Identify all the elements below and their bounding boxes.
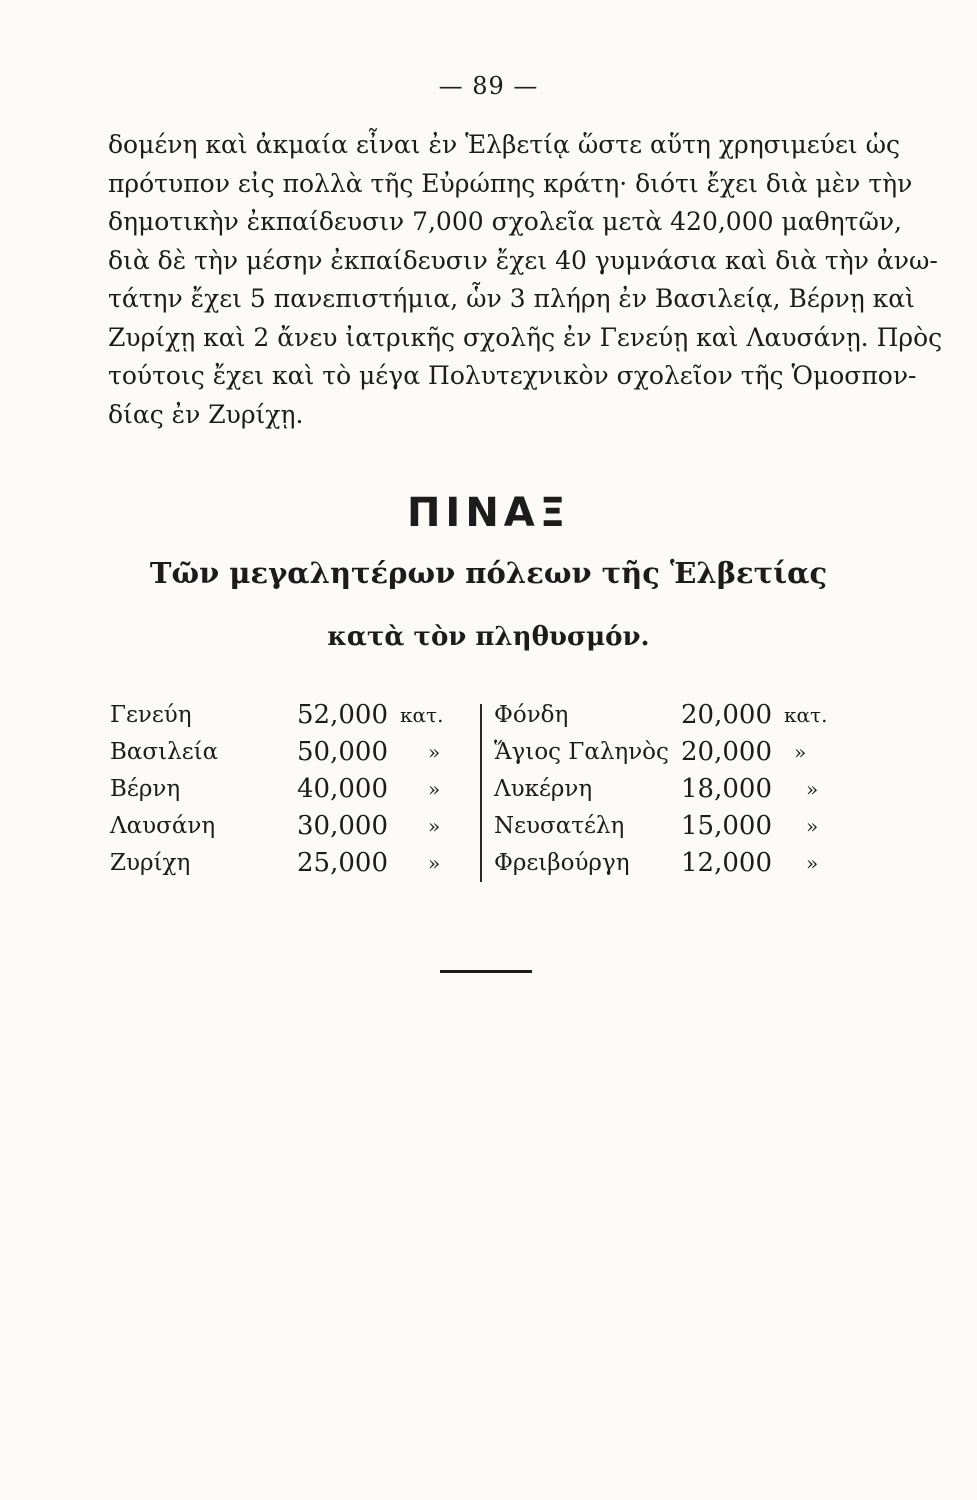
city-name: Λυκέρνη — [494, 776, 593, 802]
population-unit: » — [428, 814, 441, 838]
population-value: 52,000 — [297, 700, 388, 730]
table-subtitle-secondary: κατὰ τὸν πληθυσμόν. — [327, 622, 650, 652]
table-row — [494, 733, 840, 771]
population-value: 18,000 — [681, 774, 772, 804]
population-value: 20,000 — [681, 737, 772, 767]
population-value: 20,000 — [681, 700, 772, 730]
city-name: Γενεύη — [110, 702, 192, 728]
table-row — [110, 844, 470, 882]
closing-rule — [440, 970, 532, 973]
city-name: Βέρνη — [110, 776, 181, 802]
paragraph-line: δομένη καὶ ἀκμαία εἶναι ἐν Ἑλβετίᾳ ὥστε αὕτη χρησιμεύει ὡς — [108, 130, 901, 159]
population-value: 30,000 — [297, 811, 388, 841]
table-row — [494, 770, 840, 808]
population-value: 15,000 — [681, 811, 772, 841]
city-name: Λαυσάνη — [110, 813, 216, 839]
population-unit: » — [806, 814, 819, 838]
population-unit: » — [794, 740, 807, 764]
population-unit: » — [428, 851, 441, 875]
table-row — [494, 696, 840, 734]
population-unit: κατ. — [400, 703, 444, 727]
population-unit: » — [428, 777, 441, 801]
city-name: Ἅγιος Γαληνὸς — [494, 739, 669, 765]
population-value: 40,000 — [297, 774, 388, 804]
paragraph-line: τούτοις ἔχει καὶ τὸ μέγα Πολυτεχνικὸν σχολεῖον τῆς Ὁμοσπον- — [108, 361, 917, 390]
population-unit: » — [806, 777, 819, 801]
population-unit: κατ. — [784, 703, 828, 727]
table-row — [110, 696, 470, 734]
city-name: Ζυρίχη — [110, 850, 191, 876]
population-unit: » — [806, 851, 819, 875]
table-row — [110, 807, 470, 845]
table-row — [110, 770, 470, 808]
body-paragraph — [108, 126, 943, 434]
table-subtitle: Τῶν μεγαλητέρων πόλεων τῆς Ἑλβετίας — [149, 556, 828, 590]
city-name: Φρειβούργη — [494, 850, 630, 876]
population-table — [110, 696, 840, 886]
paragraph-line: πρότυπον εἰς πολλὰ τῆς Εὐρώπης κράτη· διότι ἔχει διὰ μὲν τὴν — [108, 168, 913, 198]
page-number: — 89 — — [438, 72, 539, 100]
paragraph-line: Ζυρίχῃ καὶ 2 ἄνευ ἰατρικῆς σχολῆς ἐν Γενεύῃ καὶ Λαυσάνῃ. Πρὸς — [108, 322, 943, 352]
table-row — [494, 807, 840, 845]
paragraph-line: δημοτικὴν ἐκπαίδευσιν 7,000 σχολεῖα μετὰ 420,000 μαθητῶν, — [108, 207, 902, 236]
paragraph-line: δίας ἐν Ζυρίχῃ. — [108, 399, 304, 429]
city-name: Βασιλεία — [110, 739, 219, 765]
paragraph-line: τάτην ἔχει 5 πανεπιστήμια, ὧν 3 πλήρη ἐν Βασιλείᾳ, Βέρνῃ καὶ — [108, 284, 915, 313]
population-value: 25,000 — [297, 848, 388, 878]
table-title: ΠΙΝΑΞ — [406, 490, 571, 536]
column-divider — [480, 704, 482, 882]
population-value: 12,000 — [681, 848, 772, 878]
population-unit: » — [428, 740, 441, 764]
paragraph-line: διὰ δὲ τὴν μέσην ἐκπαίδευσιν ἔχει 40 γυμνάσια καὶ διὰ τὴν ἀνω- — [108, 245, 938, 275]
city-name: Φόνδη — [494, 702, 569, 728]
table-row — [110, 733, 470, 771]
table-row — [494, 844, 840, 882]
city-name: Νευσατέλη — [494, 813, 625, 839]
population-value: 50,000 — [297, 737, 388, 767]
